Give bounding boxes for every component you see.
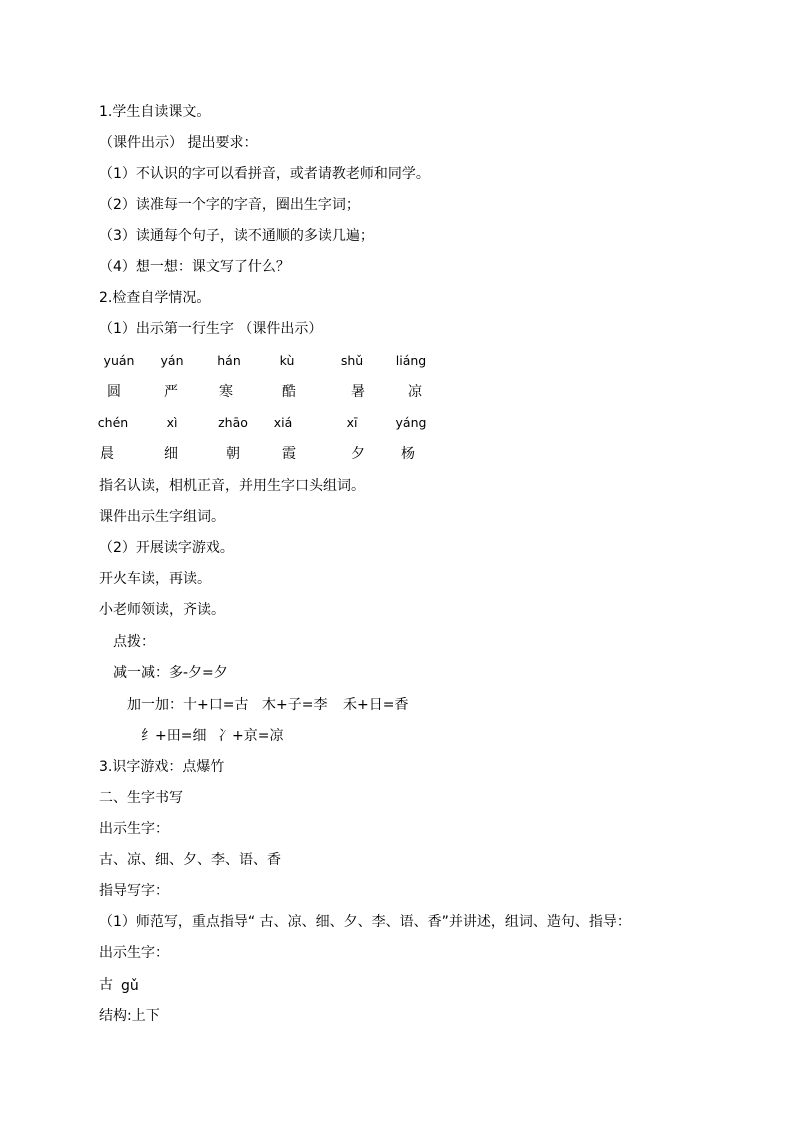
- show-first-row-chars: （1）出示第一行生字 （课件出示）: [99, 321, 323, 337]
- train-reading: 开火车读，再读。: [99, 571, 211, 587]
- char-cell: 寒: [219, 384, 233, 400]
- add-rule-li: 木+子=李: [262, 697, 328, 713]
- demo-writing-instruction: （1）师范写，重点指导“ 古、凉、细、夕、李、语、香”并讲述，组词、造句、指导：: [99, 914, 631, 930]
- little-teacher-reading: 小老师领读，齐读。: [99, 602, 225, 618]
- char-cell: 杨: [401, 446, 415, 462]
- add-rule-xi: 纟+田=细: [141, 728, 207, 744]
- pinyin-cell: zhāo: [218, 415, 248, 430]
- pinyin-cell: shǔ: [340, 353, 364, 368]
- char-cell: 严: [164, 384, 178, 400]
- char-cell: 暑: [351, 384, 365, 400]
- structure-label: 结构:上下: [99, 1008, 160, 1024]
- pinyin-cell: yáng: [395, 415, 427, 430]
- add-rule-liang: 冫+京=凉: [218, 728, 284, 744]
- pinyin-cell: liáng: [395, 353, 427, 368]
- add-rule-gu: 加一加：十+口=古: [127, 697, 249, 713]
- requirement-2: （2）读准每一个字的字音，圈出生字词；: [99, 197, 360, 213]
- pinyin-cell: xiá: [273, 415, 293, 430]
- pinyin-cell: xì: [166, 415, 178, 430]
- show-chars-label-2: 出示生字：: [99, 945, 169, 961]
- char-cell: 圆: [107, 384, 121, 400]
- char-cell: 酷: [282, 384, 296, 400]
- name-read-instruction: 指名认读，相机正音，并用生字口头组词。: [99, 478, 365, 494]
- pinyin-cell: kù: [279, 353, 295, 368]
- tips-label: 点拨：: [113, 634, 155, 650]
- requirement-4: （4）想一想：课文写了什么？: [99, 259, 290, 275]
- reading-game-heading: （2）开展读字游戏。: [99, 540, 234, 556]
- show-chars-label: 出示生字：: [99, 821, 169, 837]
- step-2-heading: 2.检查自学情况。: [99, 290, 211, 306]
- char-cell: 朝: [226, 446, 240, 462]
- pinyin-cell: hán: [217, 353, 241, 368]
- char-list: 古、凉、细、夕、李、语、香: [99, 852, 281, 868]
- pinyin-cell: yán: [160, 353, 184, 368]
- pinyin-cell: chén: [97, 415, 129, 430]
- courseware-requirements: （课件出示） 提出要求：: [99, 135, 258, 151]
- pinyin-cell: xī: [346, 415, 358, 430]
- char-gu: 古: [99, 977, 113, 993]
- courseware-word-groups: 课件出示生字组词。: [99, 509, 225, 525]
- writing-guide-label: 指导写字：: [99, 883, 169, 899]
- subtract-rule: 减一减：多-夕=夕: [113, 665, 228, 681]
- char-cell: 晨: [100, 446, 114, 462]
- add-rule-xiang: 禾+日=香: [343, 697, 409, 713]
- pinyin-gu: gǔ: [121, 978, 139, 994]
- step-3-heading: 3.识字游戏：点爆竹: [99, 759, 225, 775]
- step-1-heading: 1.学生自读课文。: [99, 104, 211, 120]
- section-2-heading: 二、生字书写: [99, 790, 183, 806]
- requirement-1: （1）不认识的字可以看拼音，或者请教老师和同学。: [99, 166, 430, 182]
- char-cell: 凉: [408, 384, 422, 400]
- pinyin-cell: yuán: [103, 353, 135, 368]
- char-cell: 霞: [282, 446, 296, 462]
- char-cell: 夕: [351, 446, 365, 462]
- char-cell: 细: [164, 446, 178, 462]
- requirement-3: （3）读通每个句子，读不通顺的多读几遍；: [99, 228, 374, 244]
